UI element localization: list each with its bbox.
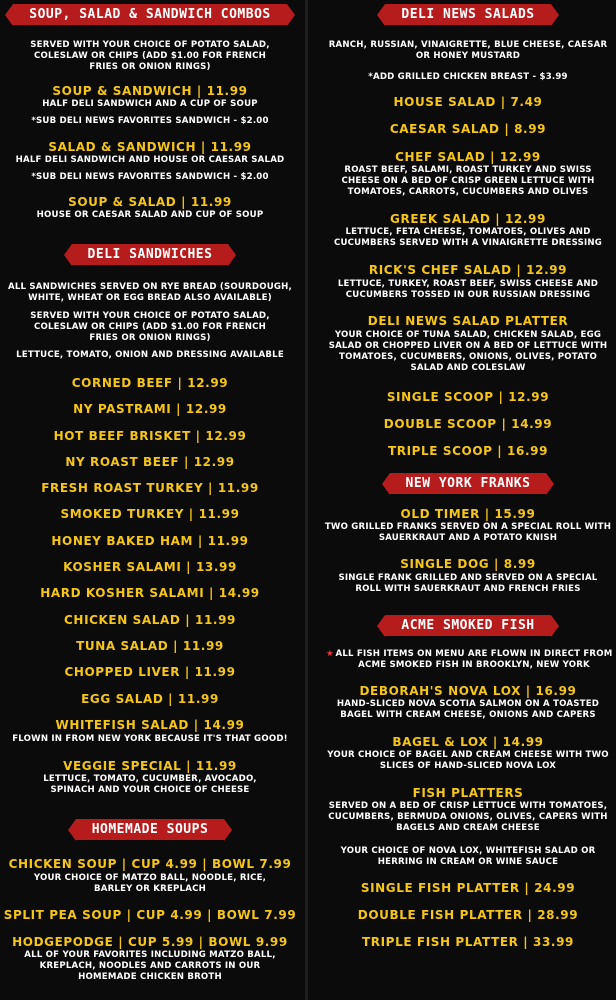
old-timer: OLD TIMER | 15.99 [400,507,536,521]
old-timer-desc: TWO GRILLED FRANKS SERVED ON A SPECIAL ROLL WITH SAUERKRAUT AND A POTATO KNISH [324,522,612,543]
chef-salad: CHEF SALAD | 12.99 [395,150,541,164]
bagel-lox-desc: YOUR CHOICE OF BAGEL AND CREAM CHEESE WITH TWO SLICES OF HAND-SLICED NOVA LOX [327,750,609,771]
fish-platters: FISH PLATTERS [412,786,524,800]
sandwich-item: NY ROAST BEEF | 12.99 [65,455,235,469]
combo-soup-salad: SOUP & SALAD | 11.99 [68,195,232,209]
greek-salad-desc: LETTUCE, FETA CHEESE, TOMATOES, OLIVES AND CUCUMBERS SERVED WITH A VINAIGRETTE DRESSING [333,227,603,248]
sandwiches-intro-toppings: LETTUCE, TOMATO, ONION AND DRESSING AVAILABLE [16,350,284,360]
column-divider [305,0,308,1000]
fish-heading: ACME SMOKED FISH [385,615,550,636]
sandwich-item: HONEY BAKED HAM | 11.99 [51,534,249,548]
veggie-special-desc: LETTUCE, TOMATO, CUCUMBER, AVOCADO, SPINACH AND YOUR CHOICE OF CHEESE [43,774,257,795]
franks-heading: NEW YORK FRANKS [390,473,547,494]
split-pea-soup: SPLIT PEA SOUP | CUP 4.99 | BOWL 7.99 [3,908,297,922]
sandwich-item: CHOPPED LIVER | 11.99 [64,665,236,679]
sandwiches-heading: DELI SANDWICHES [72,244,229,265]
single-dog: SINGLE DOG | 8.99 [400,557,536,571]
combo-soup-sandwich-note: *SUB DELI NEWS FAVORITES SANDWICH - $2.00 [31,116,269,126]
single-fish-platter: SINGLE FISH PLATTER | 24.99 [360,881,576,895]
bagel-lox: BAGEL & LOX | 14.99 [392,735,544,749]
chicken-soup: CHICKEN SOUP | CUP 4.99 | BOWL 7.99 [8,857,292,871]
sandwich-item: TUNA SALAD | 11.99 [76,639,224,653]
whitefish-salad-desc: FLOWN IN FROM NEW YORK BECAUSE IT'S THAT GOOD! [12,734,288,744]
ricks-chef-salad-desc: LETTUCE, TURKEY, ROAST BEEF, SWISS CHEESE AND CUCUMBERS TOSSED IN OUR RUSSIAN DRESSING [337,279,599,300]
veggie-special: VEGGIE SPECIAL | 11.99 [63,759,237,773]
salad-platter-desc: YOUR CHOICE OF TUNA SALAD, CHICKEN SALAD, EGG SALAD OR CHOPPED LIVER ON A BED OF LETTUCE WITH TOMATOES, CUCUMBERS, ONIONS, OLIVES, POTATO SALAD AND COLESLAW [328,330,608,373]
ricks-chef-salad: RICK'S CHEF SALAD | 12.99 [368,263,568,277]
sandwich-item: SMOKED TURKEY | 11.99 [60,507,240,521]
soups-heading: HOMEMADE SOUPS [76,819,225,840]
double-fish-platter: DOUBLE FISH PLATTER | 28.99 [357,908,579,922]
sandwich-item: NY PASTRAMI | 12.99 [73,402,227,416]
combo-salad-sandwich-desc: HALF DELI SANDWICH AND HOUSE OR CAESAR SALAD [15,155,285,165]
sandwich-item: FRESH ROAST TURKEY | 11.99 [41,481,259,495]
single-scoop: SINGLE SCOOP | 12.99 [386,390,550,404]
combos-heading: SOUP, SALAD & SANDWICH COMBOS [13,4,286,25]
combo-soup-salad-desc: HOUSE OR CAESAR SALAD AND CUP OF SOUP [36,210,264,220]
salad-platter: DELI NEWS SALAD PLATTER [367,314,569,328]
chicken-soup-desc: YOUR CHOICE OF MATZO BALL, NOODLE, RICE, BARLEY OR KREPLACH [33,873,267,894]
sandwich-item: EGG SALAD | 11.99 [81,692,219,706]
caesar-salad: CAESAR SALAD | 8.99 [389,122,547,136]
salads-addon: *ADD GRILLED CHICKEN BREAST - $3.99 [368,72,568,82]
fish-intro-text: ALL FISH ITEMS ON MENU ARE FLOWN IN DIRECT FROM ACME SMOKED FISH IN BROOKLYN, NEW YORK [335,649,613,670]
star-icon: ★ [326,649,334,659]
hodgepodge-soup: HODGEPODGE | CUP 5.99 | BOWL 9.99 [12,935,288,949]
nova-lox: DEBORAH'S NOVA LOX | 16.99 [359,684,577,698]
combo-soup-sandwich: SOUP & SANDWICH | 11.99 [52,84,248,98]
salads-heading: DELI NEWS SALADS [385,4,550,25]
sandwiches-intro-sides: SERVED WITH YOUR CHOICE OF POTATO SALAD, COLESLAW OR CHIPS (ADD $1.00 FOR FRENCH FRIES OR ONION RINGS) [30,311,270,343]
greek-salad: GREEK SALAD | 12.99 [390,212,546,226]
fish-platters-choice: YOUR CHOICE OF NOVA LOX, WHITEFISH SALAD OR HERRING IN CREAM OR WINE SAUCE [340,846,596,867]
sandwich-item: CORNED BEEF | 12.99 [71,376,229,390]
single-dog-desc: SINGLE FRANK GRILLED AND SERVED ON A SPECIAL ROLL WITH SAUERKRAUT AND FRENCH FRIES [338,573,598,594]
combos-intro: SERVED WITH YOUR CHOICE OF POTATO SALAD, COLESLAW OR CHIPS (ADD $1.00 FOR FRENCH FRIES OR ONION RINGS) [30,40,270,72]
hodgepodge-soup-desc: ALL OF YOUR FAVORITES INCLUDING MATZO BALL, KREPLACH, NOODLES AND CARROTS IN OUR HOMEMADE CHICKEN BROTH [24,950,276,982]
nova-lox-desc: HAND-SLICED NOVA SCOTIA SALMON ON A TOASTED BAGEL WITH CREAM CHEESE, ONIONS AND CAPERS [336,699,600,720]
fish-intro [320,649,616,671]
sandwiches-intro-bread: ALL SANDWICHES SERVED ON RYE BREAD (SOURDOUGH, WHITE, WHEAT OR EGG BREAD ALSO AVAILABLE) [8,282,292,303]
salads-dressings: RANCH, RUSSIAN, VINAIGRETTE, BLUE CHEESE, CAESAR OR HONEY MUSTARD [328,40,608,61]
combo-salad-sandwich: SALAD & SANDWICH | 11.99 [48,140,252,154]
fish-platters-desc: SERVED ON A BED OF CRISP LETTUCE WITH TOMATOES, CUCUMBERS, BERMUDA ONIONS, OLIVES, CAPERS WITH BAGELS AND CREAM CHEESE [328,801,608,833]
sandwich-item: HOT BEEF BRISKET | 12.99 [53,429,247,443]
whitefish-salad: WHITEFISH SALAD | 14.99 [55,718,245,732]
sandwich-item: HARD KOSHER SALAMI | 14.99 [40,586,260,600]
combo-soup-sandwich-desc: HALF DELI SANDWICH AND A CUP OF SOUP [42,99,258,109]
triple-fish-platter: TRIPLE FISH PLATTER | 33.99 [361,935,574,949]
double-scoop: DOUBLE SCOOP | 14.99 [383,417,553,431]
chef-salad-desc: ROAST BEEF, SALAMI, ROAST TURKEY AND SWISS CHEESE ON A BED OF CRISP GREEN LETTUCE WITH TOMATOES, CARROTS, CUCUMBERS AND OLIVES [341,165,595,197]
triple-scoop: TRIPLE SCOOP | 16.99 [387,444,549,458]
combo-salad-sandwich-note: *SUB DELI NEWS FAVORITES SANDWICH - $2.00 [31,172,269,182]
sandwich-item: KOSHER SALAMI | 13.99 [63,560,237,574]
sandwich-item: CHICKEN SALAD | 11.99 [64,613,236,627]
house-salad: HOUSE SALAD | 7.49 [393,95,543,109]
